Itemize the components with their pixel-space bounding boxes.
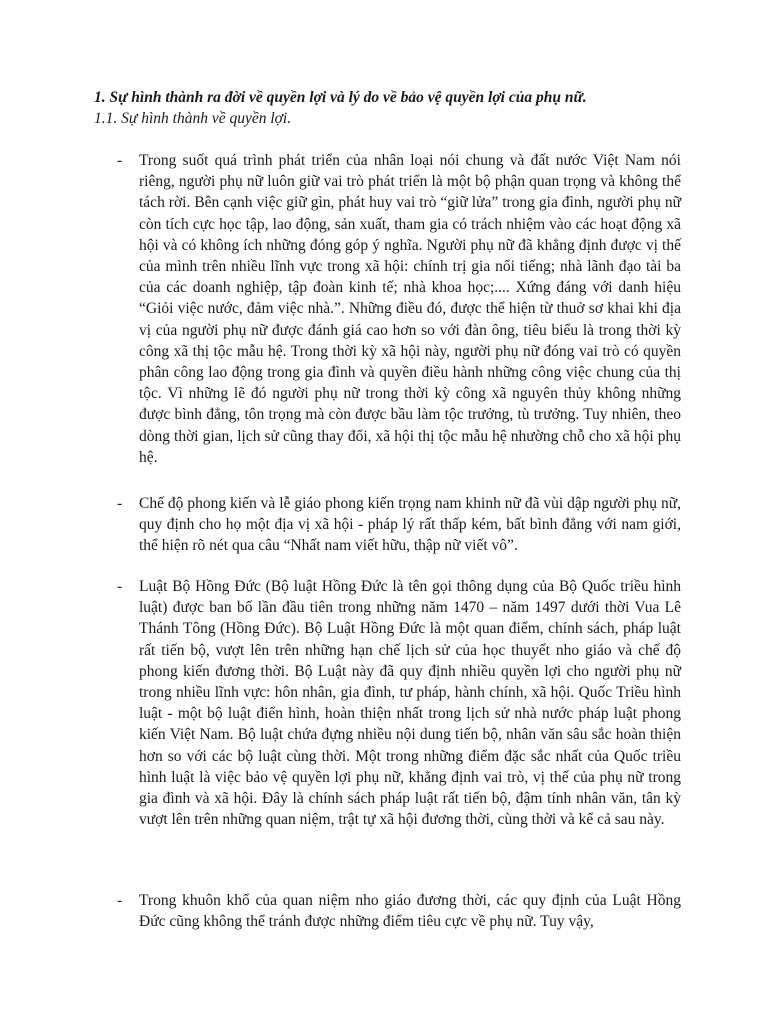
- paragraph-3: Luật Bộ Hồng Đức (Bộ luật Hồng Đức là tên gọi thông dụng của Bộ Quốc triều hình luật) được ban bố lần đầu tiên trong những năm 1470 – năm 1497 dưới thời Vua Lê Thánh Tông (Hồng Đức). Bộ Luật Hồng Đức là một quan điểm, chính sách, pháp luật rất tiến bộ, vượt lên trên những hạn chế lịch sử của học thuyết nho giáo và chế độ phong kiến đương thời. Bộ Luật này đã quy định nhiều quyền lợi cho người phụ nữ trong nhiều lĩnh vực: hôn nhân, gia đình, tư pháp, hành chính, xã hội. Quốc Triều hình luật - một bộ luật điển hình, hoàn thiện nhất trong lịch sử nhà nước pháp luật phong kiến Việt Nam. Bộ luật chứa đựng nhiều nội dung tiến bộ, nhân văn sâu sắc hoàn thiện hơn so với các bộ luật cùng thời. Một trong những điểm đặc sắc nhất của Quốc triều hình luật là việc bảo vệ quyền lợi phụ nữ, khẳng định vai trò, vị thế của phụ nữ trong gia đình và xã hội. Đây là chính sách pháp luật rất tiến bộ, đậm tính nhân văn, tân kỳ vượt lên trên những quan niệm, trật tự xã hội đương thời, cùng thời và kể cả sau này.: [139, 578, 681, 829]
- paragraph-2: Chế độ phong kiến và lễ giáo phong kiến trọng nam khinh nữ đã vùi dập người phụ nữ, quy định cho họ một địa vị xã hội - pháp lý rất thấp kém, bất bình đẳng với nam giới, thể hiện rõ nét qua câu “Nhất nam viết hữu, thập nữ viết vô”.: [139, 495, 681, 555]
- bullet-marker: -: [117, 892, 123, 909]
- bullet-marker: -: [117, 578, 123, 595]
- bullet-marker: -: [117, 152, 123, 169]
- paragraph-4: Trong khuôn khổ của quan niệm nho giáo đương thời, các quy định của Luật Hồng Đức cũng không thể tránh được những điểm tiêu cực về phụ nữ. Tuy vậy,: [139, 892, 681, 931]
- paragraph-1: Trong suốt quá trình phát triển của nhân loại nói chung và đất nước Việt Nam nói riêng, người phụ nữ luôn giữ vai trò phát triển là một bộ phận quan trọng và không thể tách rời. Bên cạnh việc giữ gìn, phát huy vai trò “giữ lửa” trong gia đình, người phụ nữ còn tích cực học tập, lao động, sản xuất, tham gia có trách nhiệm vào các hoạt động xã hội và có không ích những đóng góp ý nghĩa. Người phụ nữ đã khẳng định được vị thế của mình trên nhiều lĩnh vực trong xã hội: chính trị gia nổi tiếng; nhà lãnh đạo tài ba của các doanh nghiệp, tập đoàn kinh tế; nhà khoa học;.... Xứng đáng với danh hiệu “Giỏi việc nước, đảm việc nhà.”. Những điều đó, được thể hiện từ thuở sơ khai khi địa vị của người phụ nữ được đánh giá cao hơn so với đàn ông, tiêu biểu là trong thời kỳ công xã thị tộc mẫu hệ. Trong thời kỳ xã hội này, người phụ nữ đóng vai trò có quyền phân công lao động trong gia đình và quyền điều hành những công việc chung của thị tộc. Vì những lẽ đó người phụ nữ trong thời kỳ công xã nguyên thủy không những được bình đẳng, tôn trọng mà còn được bầu làm tộc trưởng, tù trưởng. Tuy nhiên, theo dòng thời gian, lịch sử cũng thay đổi, xã hội thị tộc mẫu hệ nhường chỗ cho xã hội phụ hệ.: [139, 152, 681, 466]
- subsection-heading: 1.1. Sự hình thành về quyền lợi.: [94, 110, 292, 127]
- section-heading: 1. Sự hình thành ra đời về quyền lợi và lý do về bảo vệ quyền lợi của phụ nữ.: [94, 89, 587, 106]
- bullet-marker: -: [117, 495, 123, 512]
